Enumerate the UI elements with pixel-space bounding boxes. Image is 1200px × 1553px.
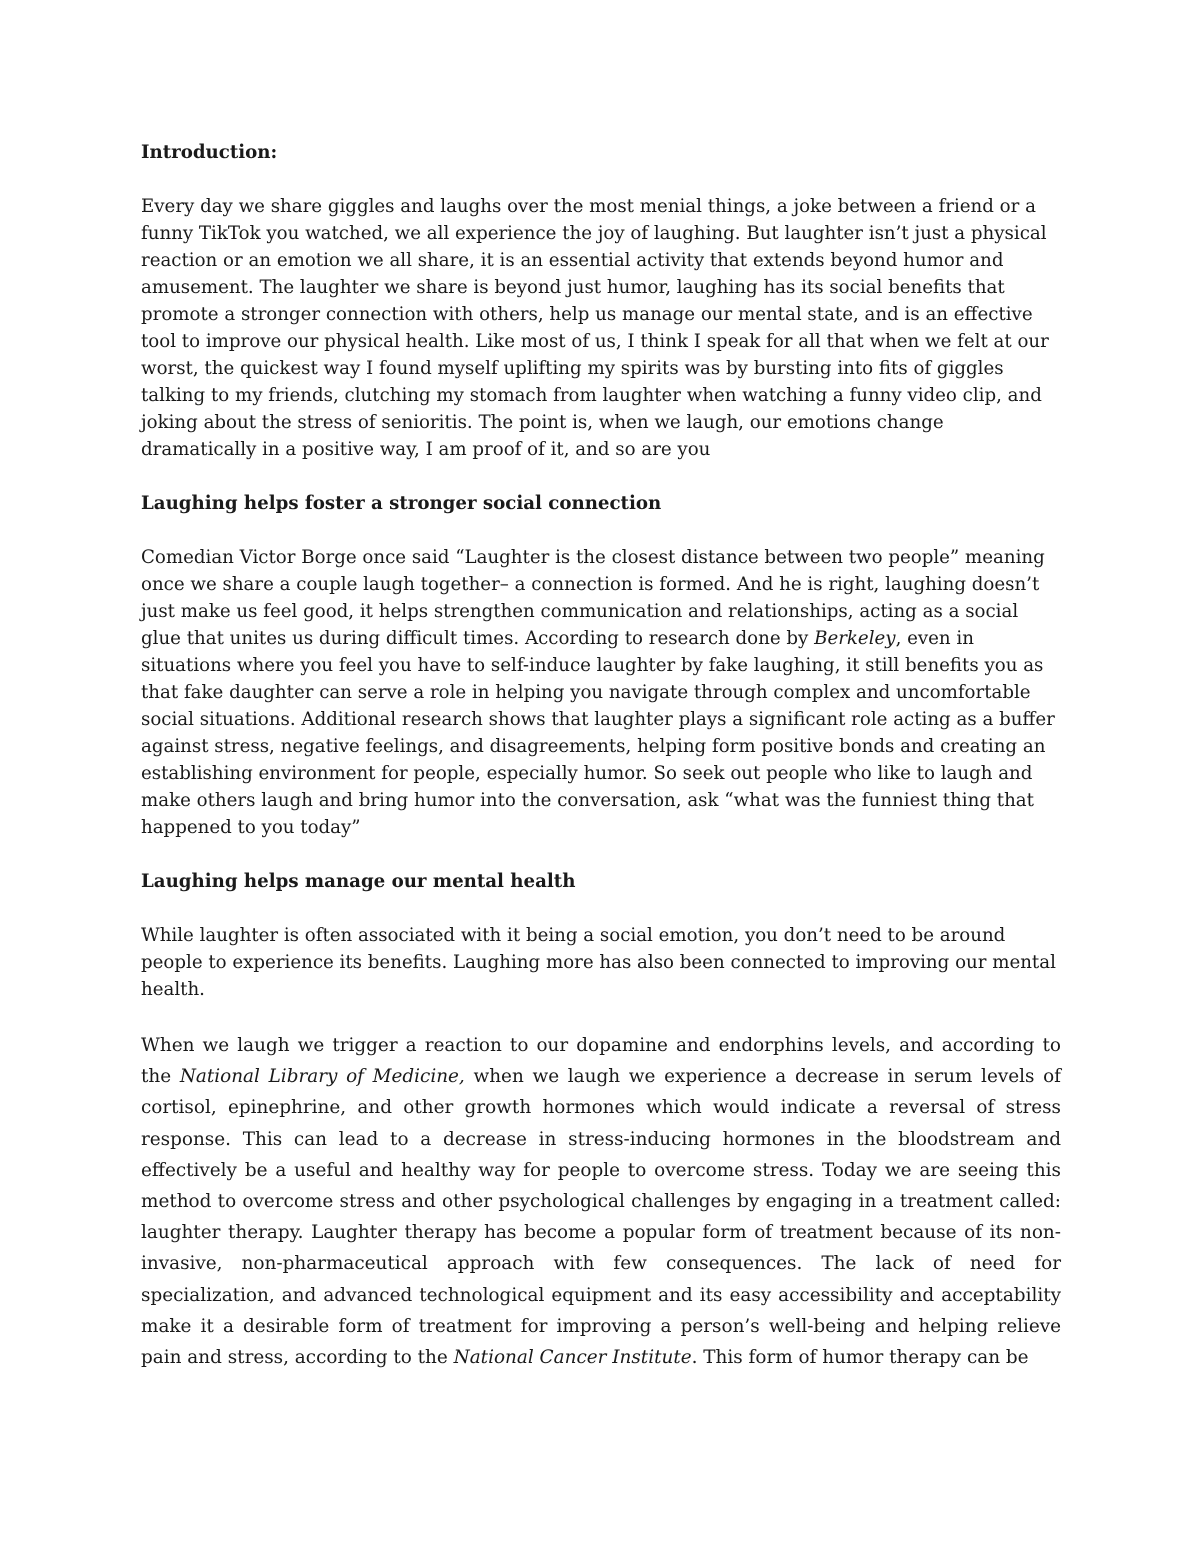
source-national-cancer-institute: National Cancer Institute <box>453 1347 692 1369</box>
mental-text-b: when we laugh we experience a decrease in serum levels of cortisol, epinephrine, and other growth hormones which would indicate a reversal of stress response. This can lead to a decrease in stress-inducing hormones in the bloodstream and effectively be a useful and healthy way for people to overcome stress. Today we are seeing this method to overcome stress and other psychological challenges by engaging in a treatment called: laughter therapy. Laughter therapy has become a popular form of treatment because of its non-invasive, non-pharmaceutical approach with few consequences. The lack of need for specialization, and advanced technological equipment and its easy accessibility and acceptability make it a desirable form of treatment for improving a person’s well-being and helping relieve pain and stress, according to the <box>141 1066 1061 1369</box>
mental-text-c: . This form of humor therapy can be <box>691 1347 1029 1369</box>
source-national-library-of-medicine: National Library of Medicine, <box>179 1066 465 1088</box>
social-text-2: , even in situations where you feel you have to self-induce laughter by fake laughing, it still benefits you as that fake daughter can serve a role in helping you navigate through complex and uncomfortable social situations. Additional research shows that laughter plays a significant role acting as a buffer against stress, negative feelings, and disagreements, helping form positive bonds and creating an establishing environment for people, especially humor. So seek out people who like to laugh and make others laugh and bring humor into the conversation, ask “what was the funniest thing that happened to you today” <box>141 628 1055 838</box>
social-paragraph <box>141 544 1061 841</box>
mental-heading: Laughing helps manage our mental health <box>141 871 576 892</box>
document-page <box>141 139 1061 1373</box>
intro-heading: Introduction: <box>141 142 278 163</box>
social-heading: Laughing helps foster a stronger social connection <box>141 493 662 514</box>
mental-text-a: When we laugh we trigger a reaction to our dopamine and endorphins levels, and according to the <box>141 1035 1061 1088</box>
intro-paragraph: Every day we share giggles and laughs over the most menial things, a joke between a friend or a funny TikTok you watched, we all experience the joy of laughing. But laughter isn’t just a physical reaction or an emotion we all share, it is an essential activity that extends beyond humor and amusement. The laughter we share is beyond just humor, laughing has its social benefits that promote a stronger connection with others, help us manage our mental state, and is an effective tool to improve our physical health. Like most of us, I think I speak for all that when we felt at our worst, the quickest way I found myself uplifting my spirits was by bursting into fits of giggles talking to my friends, clutching my stomach from laughter when watching a funny video clip, and joking about the stress of senioritis. The point is, when we laugh, our emotions change dramatically in a positive way, I am proof of it, and so are you <box>141 196 1049 460</box>
source-berkeley: Berkeley <box>814 628 896 649</box>
mental-paragraph-1: While laughter is often associated with it being a social emotion, you don’t need to be around people to experience its benefits. Laughing more has also been connected to improving our mental health. <box>141 925 1056 1000</box>
mental-paragraph-2 <box>141 1030 1061 1373</box>
social-text-1: Comedian Victor Borge once said “Laughter is the closest distance between two people” meaning once we share a couple laugh together– a connection is formed. And he is right, laughing doesn’t just make us feel good, it helps strengthen communication and relationships, acting as a social glue that unites us during difficult times. According to research done by <box>141 547 1045 649</box>
